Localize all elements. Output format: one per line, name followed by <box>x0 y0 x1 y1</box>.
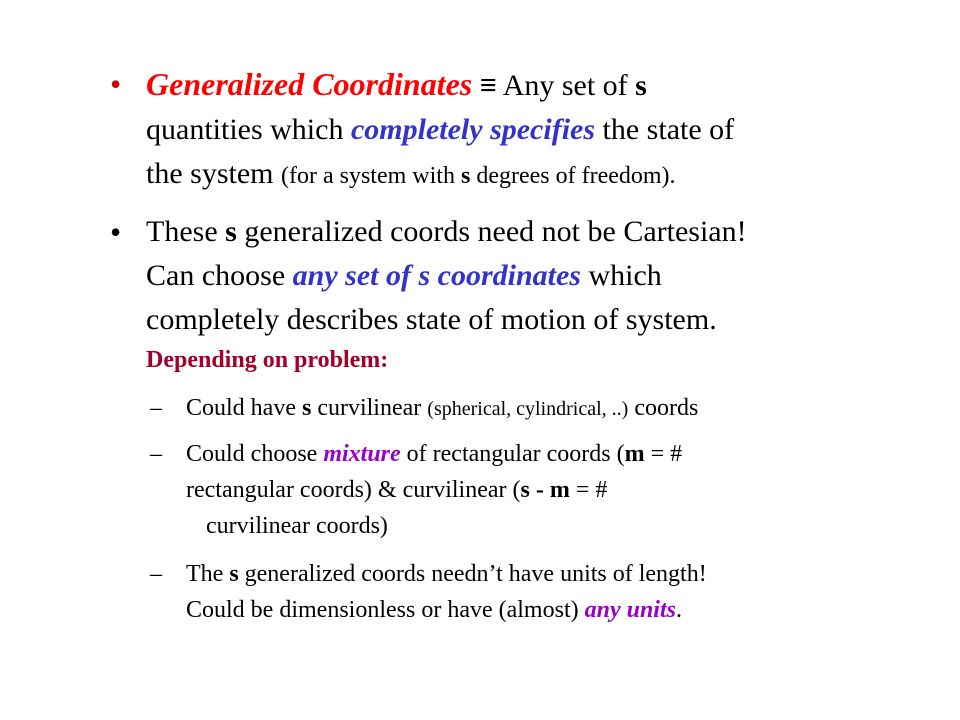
text: of rectangular coords ( <box>400 441 625 467</box>
bullet-marker: • <box>110 214 122 250</box>
dash-marker: – <box>150 561 162 587</box>
text: Can choose <box>146 259 293 292</box>
bullet-marker: • <box>110 66 122 102</box>
variable-s: s <box>460 163 471 189</box>
variable-s-minus-m: s - m <box>520 477 570 503</box>
emphasis-any-set: any set of s coordinates <box>292 259 581 292</box>
text: the state of <box>595 113 735 146</box>
text: quantities which <box>146 113 351 146</box>
sub3-line1 <box>186 556 876 592</box>
emphasis-completely-specifies: completely specifies <box>350 113 596 146</box>
text: generalized coords needn’t have units of length! <box>238 561 707 587</box>
sub1-line1 <box>186 390 876 427</box>
variable-s: s <box>229 561 239 587</box>
dash-marker: – <box>150 441 162 467</box>
sub2-line3: curvilinear coords) <box>206 513 388 539</box>
text: which <box>580 259 662 292</box>
variable-s: s <box>635 69 647 102</box>
depending-heading: Depending on problem: <box>146 347 389 373</box>
text: Any set of <box>496 69 636 102</box>
text: coords <box>628 395 699 421</box>
text: The <box>186 561 230 587</box>
text: . <box>675 597 682 623</box>
emphasis-mixture: mixture <box>323 441 401 467</box>
text: = # <box>569 477 608 503</box>
bullet-text <box>146 62 906 198</box>
text: the system <box>146 157 281 190</box>
term-title: Generalized Coordinates <box>146 66 473 102</box>
parenthetical: (spherical, cylindrical, ..) <box>427 398 629 420</box>
emphasis-any-units: any units <box>584 597 676 623</box>
parenthetical <box>281 163 676 189</box>
sub-bullet-text <box>186 390 876 427</box>
bullet1-line1 <box>146 62 906 108</box>
dash-marker: – <box>150 395 162 421</box>
bullet2-line1 <box>146 210 906 254</box>
sub-bullet-text <box>186 556 876 628</box>
bullet-text <box>146 210 906 378</box>
text: curvilinear <box>311 395 428 421</box>
variable-m: m <box>624 441 645 467</box>
equiv-symbol: ≡ <box>479 69 497 102</box>
bullet2-line2 <box>146 254 906 298</box>
bullet2-line3: completely describes state of motion of system. <box>146 303 717 336</box>
variable-s: s <box>301 395 312 421</box>
text: Could choose <box>186 441 324 467</box>
text: Could be dimensionless or have (almost) <box>186 597 585 623</box>
text: generalized coords need not be Cartesian! <box>236 215 747 248</box>
text: (for a system with <box>281 163 461 189</box>
sub-bullet-text <box>186 436 876 544</box>
bullet1-line3 <box>146 152 906 198</box>
text: degrees of freedom). <box>470 163 676 189</box>
text: = # <box>644 441 683 467</box>
sub2-line2 <box>186 472 876 508</box>
text: Could have <box>186 395 302 421</box>
variable-s: s <box>225 215 237 248</box>
sub2-line1 <box>186 436 876 472</box>
bullet1-line2 <box>146 108 906 152</box>
text: These <box>146 215 226 248</box>
sub3-line2 <box>186 592 876 628</box>
text: rectangular coords) & curvilinear ( <box>186 477 521 503</box>
